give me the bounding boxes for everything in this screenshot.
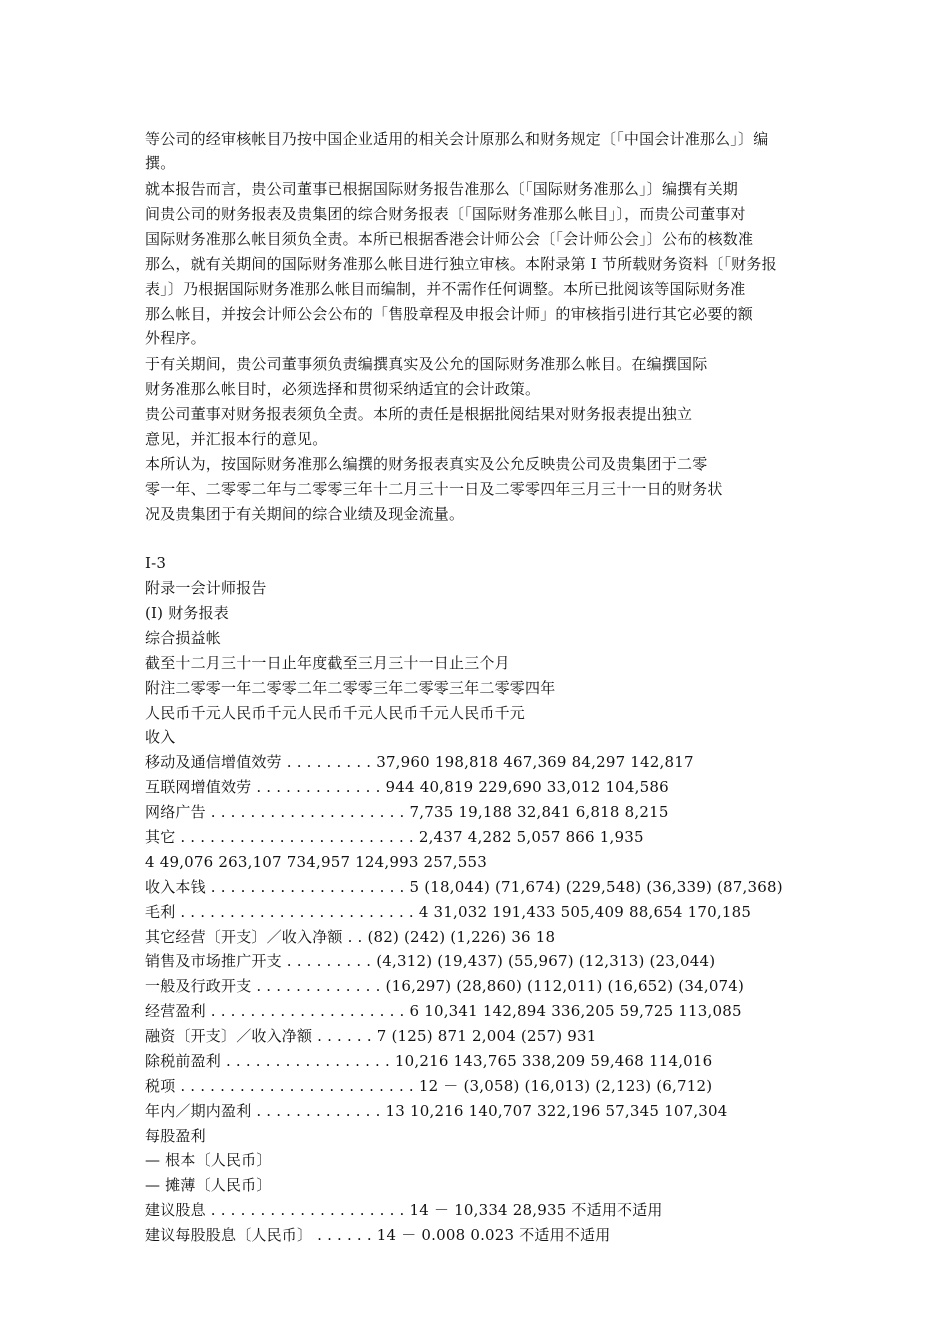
table-row: 其它 . . . . . . . . . . . . . . . . . . . . . . . . 2,437 4,282 5,057 866 1,935 [145,828,644,846]
intro-line: 等公司的经审核帐目乃按中国企业适用的相关会计原那么和财务规定〔「中国会计准那么」〕编 [145,130,769,148]
part-title: (I) 财务报表 [145,604,229,622]
table-row: 互联网增值效劳 . . . . . . . . . . . . . 944 40,819 229,690 33,012 104,586 [145,778,669,796]
table-row: 经营盈利 . . . . . . . . . . . . . . . . . . . . 6 10,341 142,894 336,205 59,725 113,085 [145,1002,742,1020]
table-row: 建议每股股息〔人民币〕 . . . . . . 14 － 0.008 0.023 不适用不适用 [145,1226,611,1244]
table-row: — 摊薄〔人民币〕 [145,1176,272,1194]
intro-line: 于有关期间，贵公司董事须负责编撰真实及公允的国际财务准那么帐目。在编撰国际 [145,355,708,373]
intro-line: 表」〕乃根据国际财务准那么帐目而编制，并不需作任何调整。本所已批阅该等国际财务准 [145,280,746,298]
intro-line: 况及贵集团于有关期间的综合业绩及现金流量。 [145,505,465,523]
table-row: 收入本钱 . . . . . . . . . . . . . . . . . . . . 5 (18,044) (71,674) (229,548) (36,339) (87,368) [145,878,783,896]
intro-line: 财务准那么帐目时，必须选择和贯彻采纳适宜的会计政策。 [145,380,541,398]
intro-line: 撰。 [145,154,176,172]
table-row: 融资〔开支〕／收入净额 . . . . . . 7 (125) 871 2,004 (257) 931 [145,1027,597,1045]
table-row: 销售及市场推广开支 . . . . . . . . . (4,312) (19,437) (55,967) (12,313) (23,044) [145,952,716,970]
unit-header: 人民币千元人民币千元人民币千元人民币千元人民币千元 [145,704,526,722]
intro-line: 本所认为，按国际财务准那么编撰的财务报表真实及公允反映贵公司及贵集团于二零 [145,455,708,473]
intro-line: 那么帐目，并按会计师公会公布的「售股章程及申报会计师」的审核指引进行其它必要的额 [145,305,754,323]
table-row: 一般及行政开支 . . . . . . . . . . . . . (16,297) (28,860) (112,011) (16,652) (34,074) [145,977,745,995]
year-header: 附注二零零一年二零零二年二零零三年二零零三年二零零四年 [145,679,556,697]
table-row: 网络广告 . . . . . . . . . . . . . . . . . . . . 7,735 19,188 32,841 6,818 8,215 [145,803,669,821]
table-row: 建议股息 . . . . . . . . . . . . . . . . . . . . 14 － 10,334 28,935 不适用不适用 [145,1201,663,1219]
revenue-label: 收入 [145,728,176,746]
intro-line: 就本报告而言，贵公司董事已根据国际财务报告准那么〔「国际财务准那么」〕编撰有关期 [145,180,739,198]
table-row: 4 49,076 263,107 734,957 124,993 257,553 [145,853,487,871]
intro-line: 意见，并汇报本行的意见。 [145,430,328,448]
table-row: 毛利 . . . . . . . . . . . . . . . . . . . . . . . . 4 31,032 191,433 505,409 88,654 170,185 [145,903,752,921]
intro-line: 外程序。 [145,329,206,347]
table-row: 税项 . . . . . . . . . . . . . . . . . . . . . . . . 12 － (3,058) (16,013) (2,123) (6,712) [145,1077,713,1095]
period-header: 截至十二月三十一日止年度截至三月三十一日止三个月 [145,654,510,672]
appendix-title: 附录一会计师报告 [145,579,267,597]
table-row: 除税前盈利 . . . . . . . . . . . . . . . . . 10,216 143,765 338,209 59,468 114,016 [145,1052,713,1070]
intro-line: 零一年、二零零二年与二零零三年十二月三十一日及二零零四年三月三十一日的财务状 [145,480,723,498]
intro-line: 间贵公司的财务报表及贵集团的综合财务报表〔「国际财务准那么帐目」〕，而贵公司董事对 [145,205,746,223]
table-row: — 根本〔人民币〕 [145,1151,272,1169]
intro-line: 贵公司董事对财务报表须负全责。本所的责任是根据批阅结果对财务报表提出独立 [145,405,693,423]
intro-line: 国际财务准那么帐目须负全责。本所已根据香港会计师公会〔「会计师公会」〕公布的核数准 [145,230,754,248]
statement-title: 综合损益帐 [145,629,222,647]
table-row: 移动及通信增值效劳 . . . . . . . . . 37,960 198,818 467,369 84,297 142,817 [145,753,694,771]
table-row: 每股盈利 [145,1127,206,1145]
page-reference: I-3 [145,554,167,572]
table-row: 年内／期内盈利 . . . . . . . . . . . . . 13 10,216 140,707 322,196 57,345 107,304 [145,1102,728,1120]
intro-line: 那么，就有关期间的国际财务准那么帐目进行独立审核。本附录第 I 节所载财务资料〔「财务报 [145,255,777,273]
table-row: 其它经营〔开支〕／收入净额 . . (82) (242) (1,226) 36 18 [145,928,556,946]
